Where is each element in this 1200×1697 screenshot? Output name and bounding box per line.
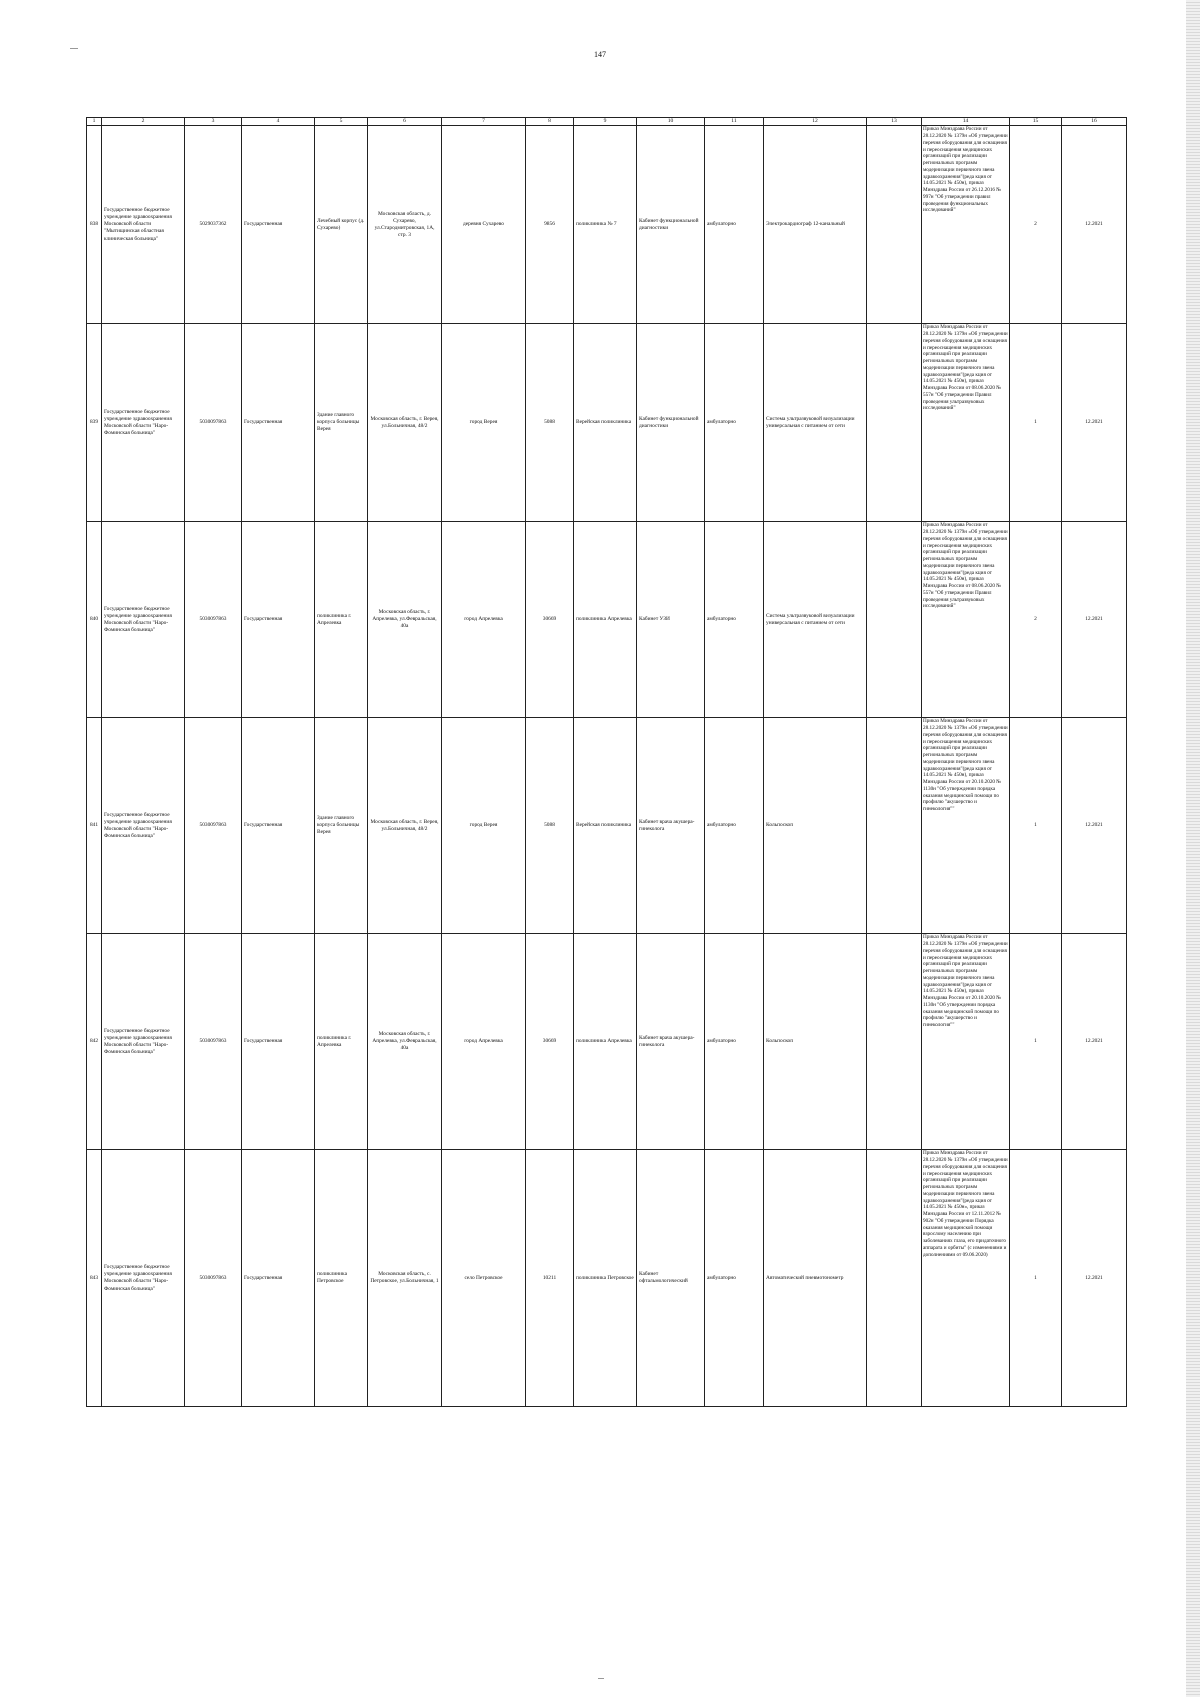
building-cell: поликлиника г. Апрелевка (315, 522, 368, 718)
care-form-cell: амбулаторно (705, 324, 764, 522)
inn-cell: 5030097863 (185, 324, 242, 522)
ownership-cell: Государственная (242, 126, 315, 324)
organization-name: Государственное бюджетное учреждение здравоохранения Московской области "Наро-Фоминская больница" (102, 718, 185, 934)
ownership-cell: Государственная (242, 718, 315, 934)
row-number: 838 (87, 126, 102, 324)
care-form-cell: амбулаторно (705, 522, 764, 718)
address-cell: Московская область, с. Петровское, ул.Больничная, 1 (368, 1150, 442, 1407)
empty-cell (867, 126, 922, 324)
empty-cell (867, 324, 922, 522)
care-form-cell: амбулаторно (705, 126, 764, 324)
column-number: 14 (922, 118, 1010, 126)
inn-cell: 5030097863 (185, 718, 242, 934)
population-cell: 30669 (526, 522, 574, 718)
locality-cell: деревня Сухарево (442, 126, 526, 324)
row-number: 843 (87, 1150, 102, 1407)
care-form-cell: амбулаторно (705, 934, 764, 1150)
ownership-cell: Государственная (242, 1150, 315, 1407)
column-number: 8 (526, 118, 574, 126)
locality-cell: село Петровское (442, 1150, 526, 1407)
equipment-cell: Автоматический пневмотонометр (764, 1150, 867, 1407)
column-number: 1 (87, 118, 102, 126)
locality-cell: город Верея (442, 718, 526, 934)
scan-mark (70, 48, 78, 49)
row-number: 840 (87, 522, 102, 718)
regulation-cell: Приказ Минздрава России от 28.12.2020 № 1379н «Об утверждении перечня оборудования для оснащения и переоснащения медицинских организаций при реализации региональных программ модернизации первичного звена здравоохранения"(реда кция от 14.05.2021 № 450н», приказ Минздрава России от 12.11.2012 № 902н "Об утверждении Порядка оказания медицинской помощи взрослому населению при заболеваниях глаза, его придаточного аппарата и орбиты" (с изменениями и дополнениями от 09.06.2020) (922, 1150, 1010, 1407)
empty-cell (867, 934, 922, 1150)
cabinet-cell: Кабинет УЗИ (637, 522, 705, 718)
regulation-cell: Приказ Минздрава России от 28.12.2020 № 1379н «Об утверждении перечня оборудования для оснащения и переоснащения медицинских организаций при реализации региональных программ модернизации первичного звена здравоохранения"(реда кция от 14.05.2021 № 450н), приказ Минздрава России от 20.10.2020 № 1130н "Об утверждении порядка оказания медицинской помощи по профилю "акушерство и гинекология"" (922, 718, 1010, 934)
cabinet-cell: Кабинет офтальмологический (637, 1150, 705, 1407)
unit-cell: Верейская поликлиника (574, 324, 637, 522)
date-cell: 12.2021 (1062, 934, 1127, 1150)
table-row (87, 324, 1127, 522)
empty-cell (867, 1150, 922, 1407)
inn-cell: 5030097863 (185, 522, 242, 718)
row-number: 841 (87, 718, 102, 934)
column-number: 7 (442, 118, 526, 126)
date-cell: 12.2021 (1062, 1150, 1127, 1407)
quantity-cell: 2 (1010, 522, 1062, 718)
table-row (87, 934, 1127, 1150)
unit-cell: поликлиника Апрелевка (574, 522, 637, 718)
column-number: 10 (637, 118, 705, 126)
quantity-cell: 1 (1010, 1150, 1062, 1407)
regulation-cell: Приказ Минздрава России от 28.12.2020 № 1379н «Об утверждении перечня оборудования для оснащения и переоснащения медицинских организаций при реализации региональных программ модернизации первичного звена здравоохранения"(реда кция от 14.05.2021 № 450н), приказ Минздрава России от 08.06.2020 № 557н "Об утверждении Правил проведения ультразвуковых исследований" (922, 522, 1010, 718)
scan-mark (598, 1678, 604, 1679)
organization-name: Государственное бюджетное учреждение здравоохранения Московской области "Наро-Фоминская больница" (102, 1150, 185, 1407)
regulation-cell: Приказ Минздрава России от 28.12.2020 № 1379н «Об утверждении перечня оборудования для оснащения и переоснащения медицинских организаций при реализации региональных программ модернизации первичного звена здравоохранения"(реда кция от 14.05.2021 № 450н), приказ Минздрава России от 20.10.2020 № 1130н "Об утверждении порядка оказания медицинской помощи по профилю "акушерство и гинекология"" (922, 934, 1010, 1150)
locality-cell: город Апрелевка (442, 522, 526, 718)
unit-cell: Верейская поликлиника (574, 718, 637, 934)
column-number: 5 (315, 118, 368, 126)
address-cell: Московская область, г. Верея, ул.Больничная, 48/2 (368, 718, 442, 934)
column-number: 13 (867, 118, 922, 126)
organization-name: Государственное бюджетное учреждение здравоохранения Московской области "Мытищинская областная клиническая больница" (102, 126, 185, 324)
table-row (87, 126, 1127, 324)
column-number-row (87, 118, 1127, 126)
quantity-cell: 2 (1010, 126, 1062, 324)
row-number: 842 (87, 934, 102, 1150)
column-number: 4 (242, 118, 315, 126)
page-number: 147 (594, 50, 606, 59)
ownership-cell: Государственная (242, 522, 315, 718)
building-cell: поликлиника Петровское (315, 1150, 368, 1407)
date-cell: 12.2021 (1062, 126, 1127, 324)
equipment-cell: Электрокардиограф 12-канальный (764, 126, 867, 324)
inn-cell: 5030097863 (185, 934, 242, 1150)
population-cell: 5088 (526, 718, 574, 934)
column-number: 6 (368, 118, 442, 126)
regulation-cell: Приказ Минздрава России от 28.12.2020 № 1379н «Об утверждении перечня оборудования для оснащения и переоснащения медицинских организаций при реализации региональных программ модернизации первичного звена здравоохранения"(реда кция от 14.05.2021 № 450н), приказ Минздрава России от 26.12.2016 № 997н "Об утверждении правил проведения функциональных исследований" (922, 126, 1010, 324)
column-number: 16 (1062, 118, 1127, 126)
address-cell: Московская область, г. Апрелевка, ул.Февральская, 40а (368, 934, 442, 1150)
address-cell: Московская область, д. Сухарево, ул.Стародмитровская, 1А, стр. 3 (368, 126, 442, 324)
quantity-cell: 1 (1010, 718, 1062, 934)
regulation-cell: Приказ Минздрава России от 28.12.2020 № 1379н «Об утверждении перечня оборудования для оснащения и переоснащения медицинских организаций при реализации региональных программ модернизации первичного звена здравоохранения"(реда кция от 14.05.2021 № 450н), приказ Минздрава России от 08.06.2020 № 557н "Об утверждении Правил проведения ультразвуковых исследований" (922, 324, 1010, 522)
empty-cell (867, 522, 922, 718)
row-number: 839 (87, 324, 102, 522)
care-form-cell: амбулаторно (705, 1150, 764, 1407)
column-number: 11 (705, 118, 764, 126)
population-cell: 5088 (526, 324, 574, 522)
cabinet-cell: Кабинет врача акушера-гинеколога (637, 718, 705, 934)
table-body (87, 118, 1127, 1407)
building-cell: поликлиника г. Апрелевка (315, 934, 368, 1150)
building-cell: Здание главного корпуса больницы Верея (315, 718, 368, 934)
population-cell: 30669 (526, 934, 574, 1150)
date-cell: 12.2021 (1062, 522, 1127, 718)
date-cell: 12.2021 (1062, 718, 1127, 934)
column-number: 9 (574, 118, 637, 126)
building-cell: Здание главного корпуса больницы Верея (315, 324, 368, 522)
ownership-cell: Государственная (242, 934, 315, 1150)
quantity-cell: 1 (1010, 324, 1062, 522)
table-row (87, 522, 1127, 718)
equipment-cell: Кольпоскоп (764, 718, 867, 934)
cabinet-cell: Кабинет функциональной диагностики (637, 126, 705, 324)
ownership-cell: Государственная (242, 324, 315, 522)
equipment-cell: Кольпоскоп (764, 934, 867, 1150)
locality-cell: город Апрелевка (442, 934, 526, 1150)
cabinet-cell: Кабинет врача акушера-гинеколога (637, 934, 705, 1150)
address-cell: Московская область, г. Апрелевка, ул.Февральская, 40а (368, 522, 442, 718)
equipment-register-table (86, 117, 1127, 1407)
table-row (87, 718, 1127, 934)
organization-name: Государственное бюджетное учреждение здравоохранения Московской области "Наро-Фоминская больница" (102, 934, 185, 1150)
population-cell: 9856 (526, 126, 574, 324)
table-row (87, 1150, 1127, 1407)
column-number: 3 (185, 118, 242, 126)
equipment-cell: Система ультразвуковой визуализации универсальная с питанием от сети (764, 522, 867, 718)
unit-cell: поликлиника Апрелевка (574, 934, 637, 1150)
locality-cell: город Верея (442, 324, 526, 522)
population-cell: 10211 (526, 1150, 574, 1407)
scan-edge-artifact (1186, 0, 1200, 1697)
unit-cell: поликлиника № 7 (574, 126, 637, 324)
unit-cell: поликлиника Петровское (574, 1150, 637, 1407)
inn-cell: 5029037362 (185, 126, 242, 324)
column-number: 15 (1010, 118, 1062, 126)
empty-cell (867, 718, 922, 934)
equipment-cell: Система ультразвуковой визуализации универсальная с питанием от сети (764, 324, 867, 522)
organization-name: Государственное бюджетное учреждение здравоохранения Московской области "Наро-Фоминская больница" (102, 324, 185, 522)
building-cell: Лечебный корпус (д. Сухарево) (315, 126, 368, 324)
care-form-cell: амбулаторно (705, 718, 764, 934)
cabinet-cell: Кабинет функциональной диагностики (637, 324, 705, 522)
date-cell: 12.2021 (1062, 324, 1127, 522)
column-number: 12 (764, 118, 867, 126)
address-cell: Московская область, г. Верея, ул.Больничная, 48/2 (368, 324, 442, 522)
quantity-cell: 1 (1010, 934, 1062, 1150)
organization-name: Государственное бюджетное учреждение здравоохранения Московской области "Наро-Фоминская больница" (102, 522, 185, 718)
inn-cell: 5030097863 (185, 1150, 242, 1407)
column-number: 2 (102, 118, 185, 126)
